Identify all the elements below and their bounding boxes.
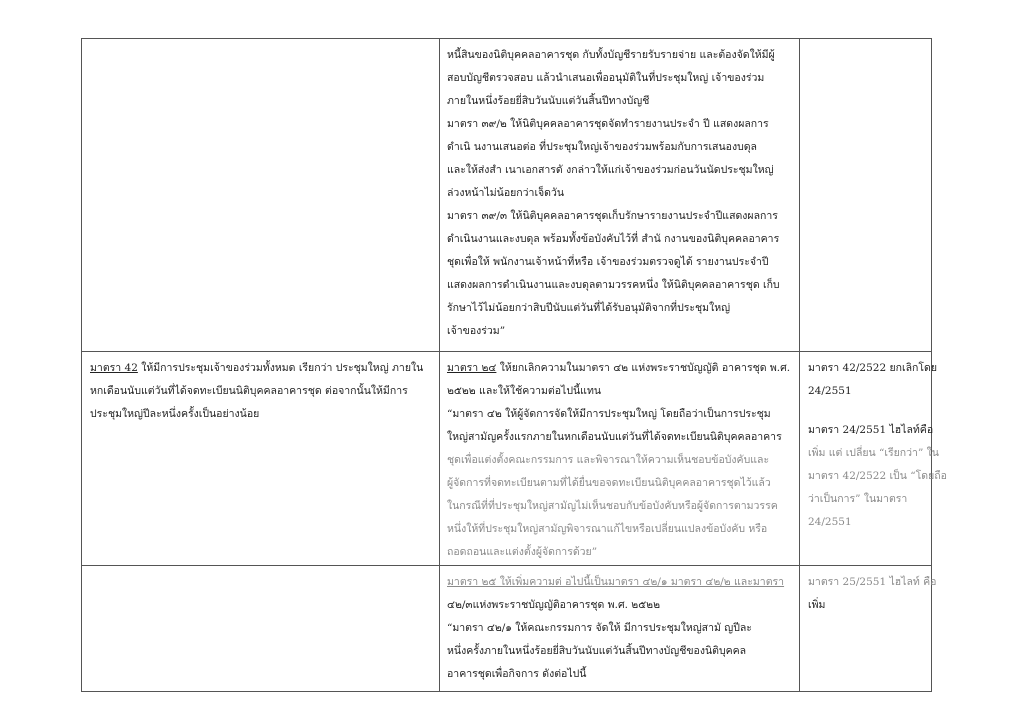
note-line: 24/2551	[808, 516, 852, 528]
text-line: มาตรา ๓๙/๒ ให้นิติบุคคลอาคารชุดจัดทำรายงานประจำ ปี แสดงผลการ	[447, 118, 769, 130]
text-line: ดำเนินงานและงบดุล พร้อมทั้งข้อบังคับไว้ที่ สำนั กงานของนิติบุคคลอาคาร	[447, 233, 780, 245]
note-line: มาตรา 42/2522 เป็น “โดยถือ	[808, 470, 947, 482]
text-line: มาตรา ๒๔ ให้ยกเลิกความในมาตรา ๔๒ แห่งพระราชบัญญัติ อาคารชุด พ.ศ.	[447, 362, 791, 374]
notes-cell	[800, 566, 937, 692]
note-line: มาตรา 25/2551 ไฮไลท์ คือ	[808, 576, 937, 588]
amendment-text-cell	[440, 566, 800, 692]
notes-cell	[800, 39, 932, 352]
original-text-cell	[82, 39, 440, 352]
note-line: 24/2551	[808, 385, 852, 397]
section-reference: มาตรา 42	[90, 362, 138, 374]
text-line: “มาตรา ๔๒ ให้ผู้จัดการจัดให้มีการประชุมใหญ่ โดยถือว่าเป็นการประชุม	[447, 408, 771, 420]
text-line: หนึ่งให้ที่ประชุมใหญ่สามัญพิจารณาแก้ไขหรือเปลี่ยนแปลงข้อบังคับ หรือ	[447, 523, 768, 535]
amendment-comparison-table	[81, 38, 947, 692]
note-line: เพิ่ม แต่ เปลี่ยน “เรียกว่า” ใน	[808, 447, 939, 459]
section-reference: มาตรา ๒๔	[447, 362, 497, 374]
text-line: หกเดือนนับแต่วันที่ได้จดทะเบียนนิติบุคคลอาคารชุด ต่อจากนั้นให้มีการ	[90, 385, 408, 397]
amendment-text-cell	[440, 39, 800, 352]
text-line: ชุดเพื่อให้ พนักงานเจ้าหน้าที่หรือ เจ้าของร่วมตรวจดูได้ รายงานประจำปี	[447, 256, 769, 268]
text-line: ดำเนิ นงานเสนอต่อ ที่ประชุมใหญ่เจ้าของร่วมพร้อมกับการเสนองบดุล	[447, 141, 757, 153]
notes-cell	[800, 352, 947, 566]
note-line: ว่าเป็นการ” ในมาตรา	[808, 493, 908, 505]
text-line: แสดงผลการดำเนินงานและงบดุลตามวรรคหนึ่ง ให้นิติบุคคลอาคารชุด เก็บ	[447, 279, 780, 291]
text-line: หนึ่งครั้งภายในหนึ่งร้อยยี่สิบวันนับแต่วันสิ้นปีทางบัญชีของนิติบุคคล	[447, 645, 747, 657]
text-line: มาตรา ๓๙/๓ ให้นิติบุคคลอาคารชุดเก็บรักษารายงานประจำปีแสดงผลการ	[447, 210, 778, 222]
note-line: มาตรา 42/2522 ยกเลิกโดย	[808, 362, 937, 374]
text-line: ๔๒/๓แห่งพระราชบัญญัติอาคารชุด พ.ศ. ๒๕๒๒	[447, 599, 660, 611]
text-line: ผู้จัดการที่จดทะเบียนตามที่ได้ยื่นขอจดทะเบียนนิติบุคคลอาคารชุดไว้แล้ว	[447, 477, 771, 489]
amendment-text-cell	[440, 352, 800, 566]
text-line: ถอดถอนและแต่งตั้งผู้จัดการด้วย”	[447, 546, 598, 558]
text-line: ชุดเพื่อแต่งตั้งคณะกรรมการ และพิจารณาให้ความเห็นชอบข้อบังคับและ	[447, 454, 770, 466]
note-line: มาตรา 24/2551 ไฮไลท์คือ	[808, 424, 934, 436]
text-line: “มาตรา ๔๒/๑ ให้คณะกรรมการ จัดให้ มีการประชุมใหญ่สามั ญปีละ	[447, 622, 752, 634]
text-line: มาตรา 42 ให้มีการประชุมเจ้าของร่วมทั้งหมด เรียกว่า ประชุมใหญ่ ภายใน	[90, 362, 424, 374]
text-line: ประชุมใหญ่ปีละหนึ่งครั้งเป็นอย่างน้อย	[90, 408, 260, 420]
text-line: อาคารชุดเพื่อกิจการ ดังต่อไปนี้	[447, 668, 587, 680]
text-line: ล่วงหน้าไม่น้อยกว่าเจ็ดวัน	[447, 187, 565, 199]
text-line: ใหญ่สามัญครั้งแรกภายในหกเดือนนับแต่วันที่ได้จดทะเบียนนิติบุคคลอาคาร	[447, 431, 782, 443]
text-line: เจ้าของร่วม”	[447, 325, 506, 337]
text-line: ๒๕๒๒ และให้ใช้ความต่อไปนี้แทน	[447, 385, 602, 397]
text-line	[447, 571, 792, 594]
original-text-cell	[82, 566, 440, 692]
text-line: สอบบัญชีตรวจสอบ แล้วนำเสนอเพื่ออนุมัติในที่ประชุมใหญ่ เจ้าของร่วม	[447, 72, 765, 84]
note-line: เพิ่ม	[808, 599, 826, 611]
table-row	[82, 39, 932, 352]
text-line: ภายในหนึ่งร้อยยี่สิบวันนับแต่วันสิ้นปีทางบัญชี	[447, 95, 650, 107]
table-row	[82, 352, 932, 566]
text-line: รักษาไว้ไม่น้อยกว่าสิบปีนับแต่วันที่ได้รับอนุมัติจากที่ประชุมใหญ่	[447, 302, 731, 314]
text-line: ในกรณีที่ที่ประชุมใหญ่สามัญไม่เห็นชอบกับข้อบังคับหรือผู้จัดการตามวรรค	[447, 500, 778, 512]
text-line: และให้ส่งสำ เนาเอกสารดั งกล่าวให้แก่เจ้าของร่วมก่อนวันนัดประชุมใหญ่	[447, 164, 774, 176]
table-row	[82, 566, 932, 692]
text-line: หนี้สินของนิติบุคคลอาคารชุด กับทั้งบัญชีรายรับรายจ่าย และต้องจัดให้มีผู้	[447, 49, 775, 61]
original-text-cell	[82, 352, 440, 566]
section-reference: มาตรา ๒๕ ให้เพิ่มความต่ อไปนี้เป็นมาตรา ๔๒/๑ มาตรา ๔๒/๒ และมาตรา	[447, 576, 785, 588]
